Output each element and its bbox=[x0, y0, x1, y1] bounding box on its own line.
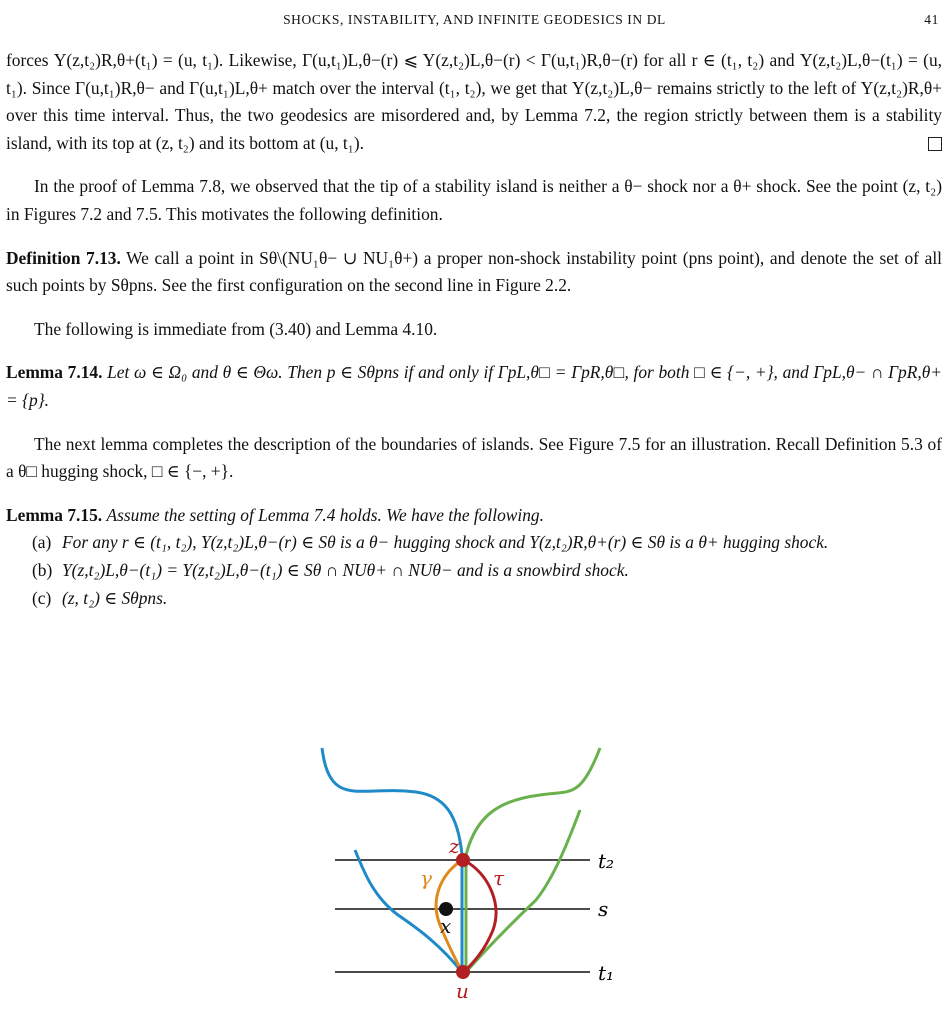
proof-text: forces Υ(z,t₂)R,θ+(t₁) = (u, t₁). Likewise, Γ(u,t₁)L,θ−(r) ⩽ Υ(z,t₂)L,θ−(r) < Γ(u,t₁)R,θ−(r) for all r ∈ (t₁, t₂) and Υ(z,t₂)L,θ−(t₁) = (u, t₁). Since Γ(u,t₁)R,θ− and Γ(u,t₁)L,θ+ match over the interval (t₁, t₂), we get that Υ(z,t₂)L,θ− remains strictly to the left of Υ(z,t₂)R,θ+ over this time interval. Thus, the two geodesics are misordered and, by Lemma 7.2, the region strictly between them is a stability island, with its top at (z, t₂) and its bottom at (u, t₁). bbox=[6, 50, 942, 153]
lemma-label: Lemma 7.14. bbox=[6, 362, 103, 383]
item-label: (b) bbox=[32, 559, 53, 580]
definition-label: Definition 7.13. bbox=[6, 247, 121, 268]
item-text: For any r ∈ (t₁, t₂), Υ(z,t₂)L,θ−(r) ∈ Sθ is a θ− hugging shock and Υ(z,t₂)R,θ+(r) ∈ Sθ is a θ+ hugging shock. bbox=[62, 532, 829, 553]
lemma-7-14 bbox=[6, 359, 942, 414]
item-text: Υ(z,t₂)L,θ−(t₁) = Υ(z,t₂)L,θ−(t₁) ∈ Sθ ∩ NUθ+ ∩ NUθ− and is a snowbird shock. bbox=[62, 559, 629, 580]
lemma-intro: Assume the setting of Lemma 7.4 holds. We have the following. bbox=[106, 504, 544, 525]
page-number: 41 bbox=[924, 12, 939, 27]
item-label: (a) bbox=[32, 532, 52, 553]
qed-box-icon bbox=[928, 137, 942, 151]
item-label: (c) bbox=[32, 587, 52, 608]
lemma-item-a bbox=[32, 529, 942, 557]
label-u: u bbox=[456, 979, 469, 1003]
definition-text: We call a point in Sθ\(NU₁θ− ∪ NU₁θ+) a proper non-shock instability point (pns point), and denote the set of all such points by Sθpns. See the first configuration on the second line in Figure 2.2. bbox=[6, 247, 942, 296]
running-title: SHOCKS, INSTABILITY, AND INFINITE GEODESICS IN DL bbox=[283, 12, 666, 27]
label-s: s bbox=[598, 897, 609, 921]
lemma-label: Lemma 7.15. bbox=[6, 504, 103, 525]
definition-7-13 bbox=[6, 245, 942, 300]
point-u bbox=[456, 965, 470, 979]
paragraph-next-lemma: The next lemma completes the description of the boundaries of islands. See Figure 7.5 for an illustration. Recall Definition 5.3 of a θ□ hugging shock, □ ∈ {−, +}. bbox=[6, 433, 942, 482]
lemma-7-15 bbox=[6, 502, 942, 530]
label-t2: t₂ bbox=[598, 849, 615, 873]
lemma-text: Let ω ∈ Ω₀ and θ ∈ Θω. Then p ∈ Sθpns if and only if ΓpL,θ□ = ΓpR,θ□, for both □ ∈ {−, +}, and ΓpL,θ− ∩ ΓpR,θ+ = {p}. bbox=[6, 362, 942, 410]
label-tau: τ bbox=[493, 866, 505, 890]
item-text: (z, t₂) ∈ Sθpns. bbox=[62, 587, 168, 608]
label-gamma: γ bbox=[420, 866, 432, 890]
tau-curve bbox=[464, 860, 496, 972]
label-z: z bbox=[449, 834, 460, 858]
paragraph-immediate: The following is immediate from (3.40) and Lemma 4.10. bbox=[34, 318, 438, 339]
island-diagram bbox=[280, 740, 660, 1010]
label-x: x bbox=[440, 914, 452, 938]
page-body bbox=[6, 47, 942, 612]
lemma-item-b bbox=[32, 557, 942, 585]
running-header bbox=[0, 12, 949, 34]
paragraph-tip-observation: In the proof of Lemma 7.8, we observed that the tip of a stability island is neither a θ− shock nor a θ+ shock. See the point (z, t₂) in Figures 7.2 and 7.5. This motivates the following definition. bbox=[6, 176, 942, 224]
label-t1: t₁ bbox=[598, 961, 615, 985]
figure-7-5 bbox=[280, 740, 660, 1010]
paragraph-proof-end bbox=[6, 47, 942, 157]
lemma-item-c bbox=[32, 585, 942, 613]
